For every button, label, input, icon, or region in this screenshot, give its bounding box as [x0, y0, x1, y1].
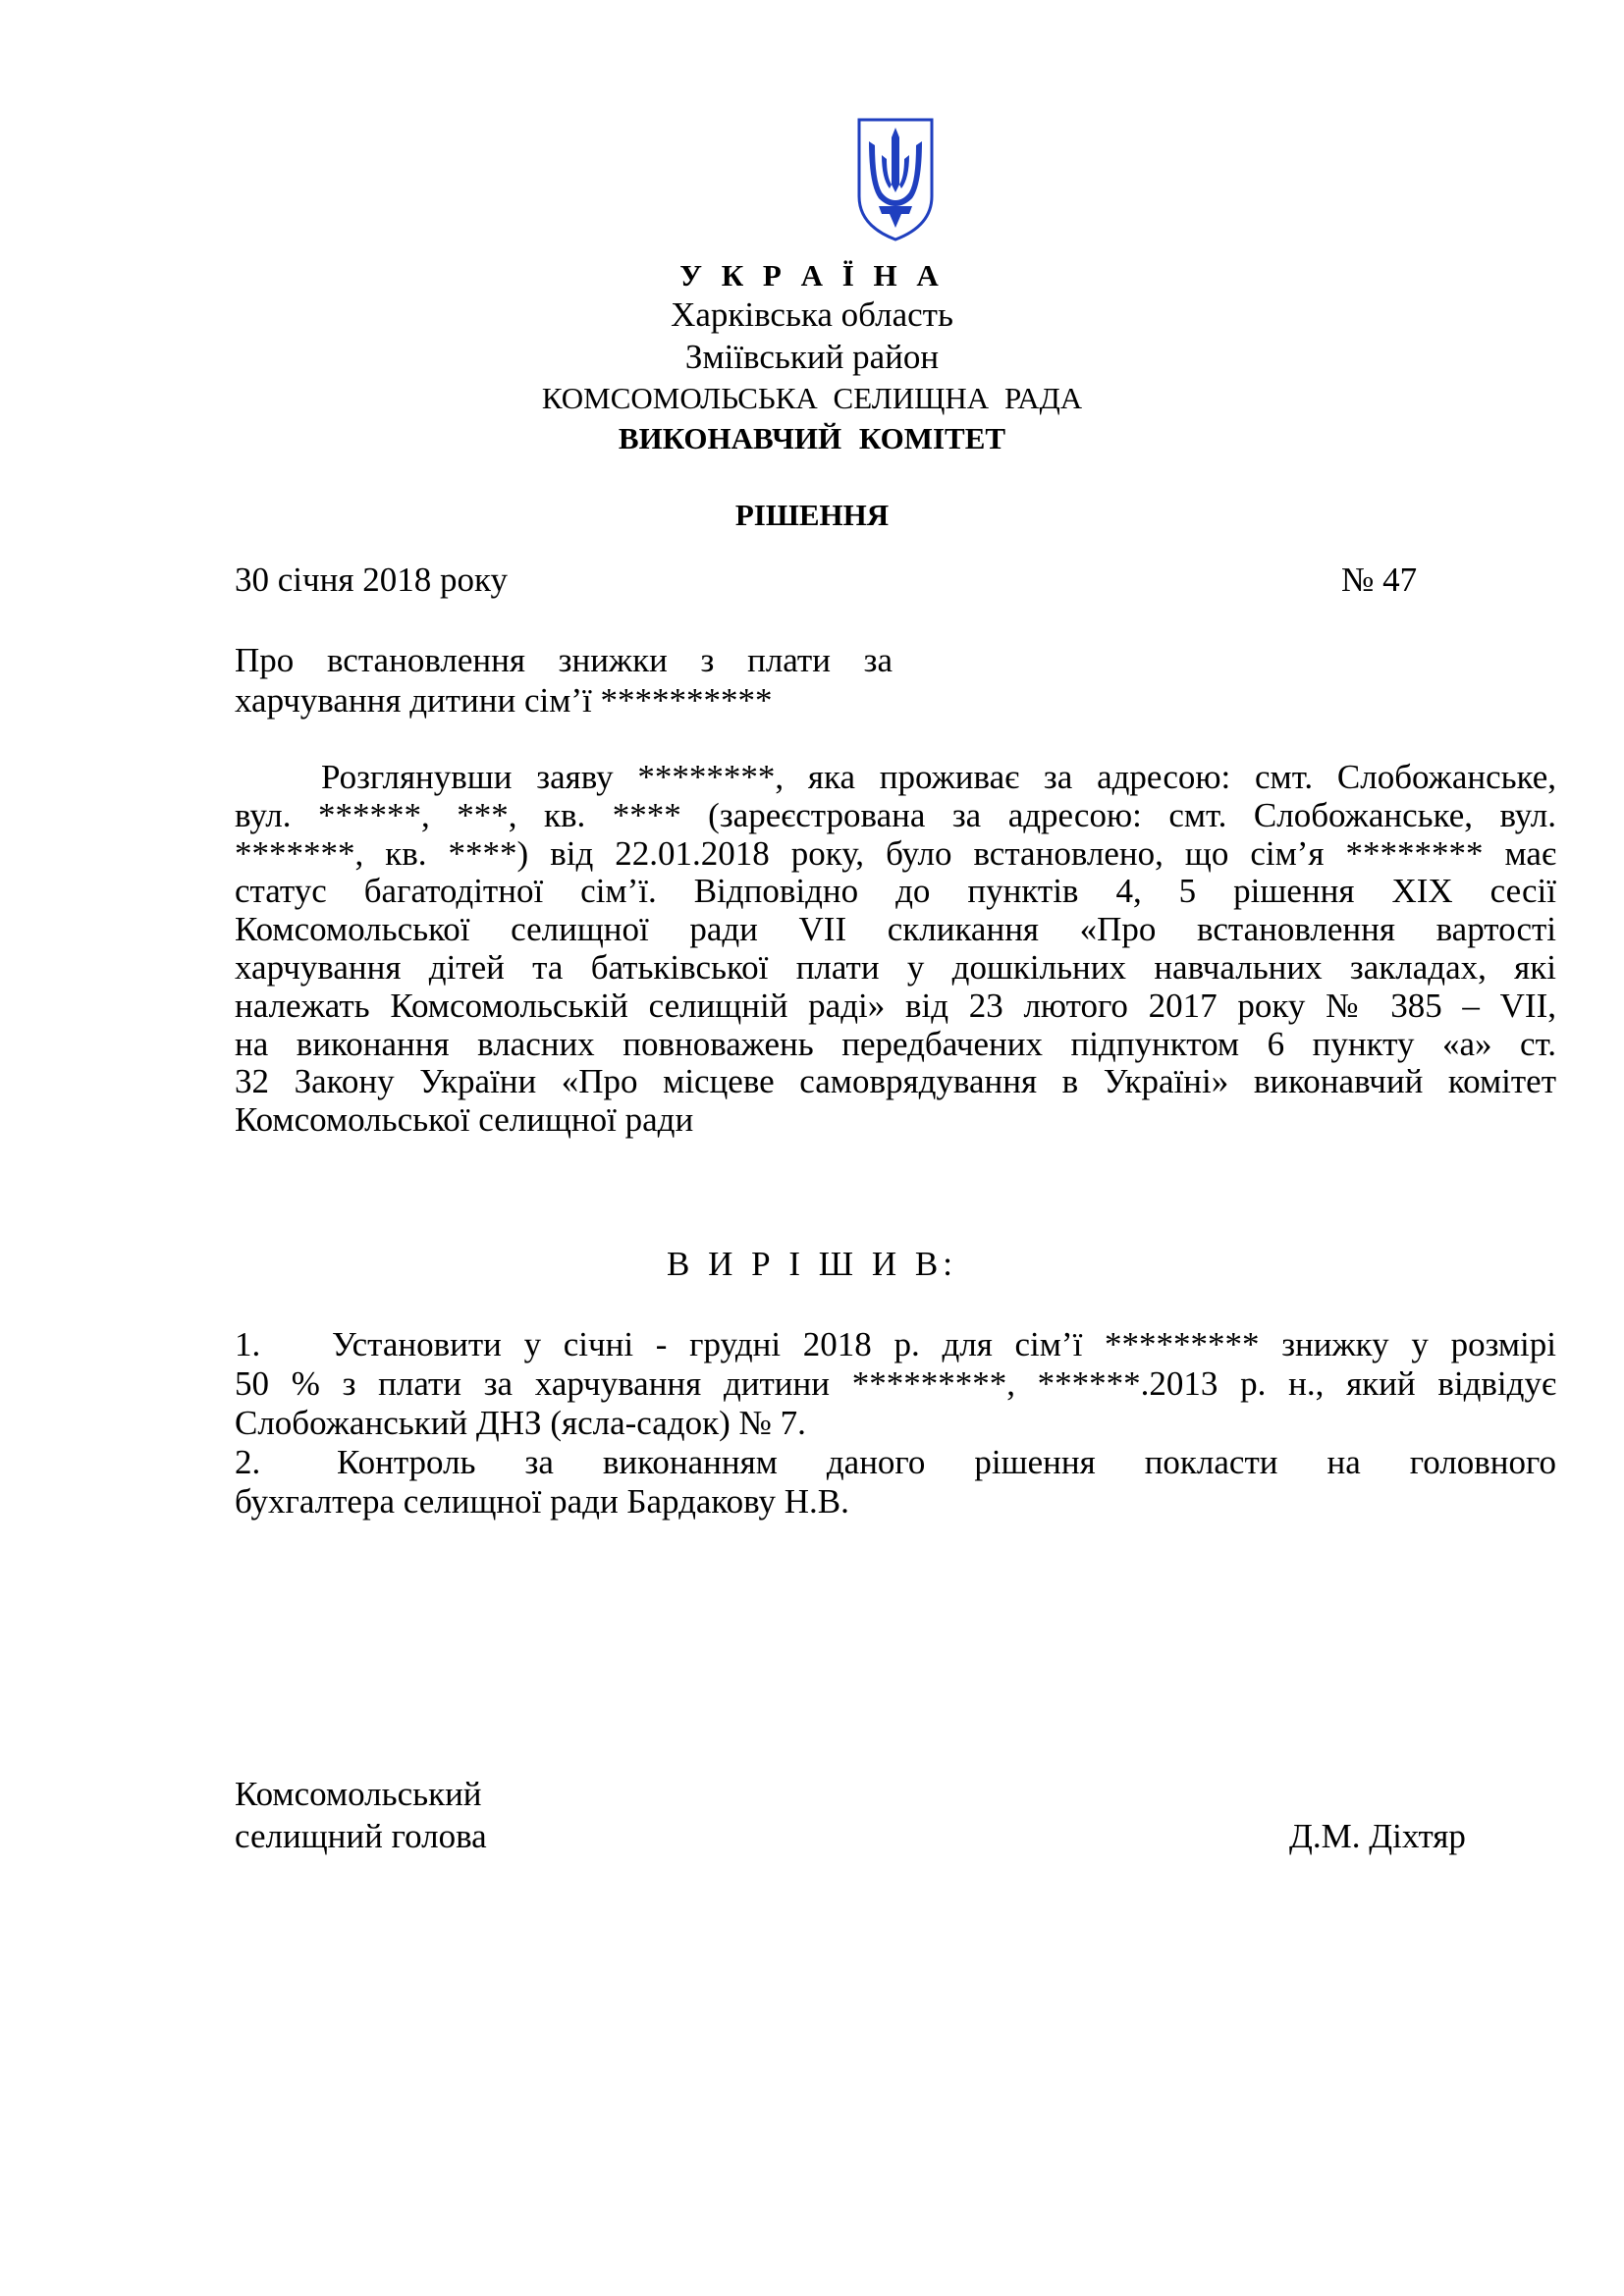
preamble-line: вул. ******, ***, кв. **** (зареєстрована за адресою: смт. Слобожанське, вул. [235, 795, 1556, 834]
preamble-line: Розглянувши заяву ********, яка проживає за адресою: смт. Слобожанське, [321, 758, 1556, 796]
decided-heading: В И Р І Ш И В: [667, 1245, 957, 1283]
preamble-line: статус багатодітної сім’ї. Відповідно до пунктів 4, 5 рішення XIX сесії [235, 872, 1556, 911]
item-1-text: Установити у січні - грудні 2018 р. для сім’ї ********* знижку у розмірі [332, 1325, 1556, 1363]
preamble-line: Комсомольської селищної ради [235, 1100, 694, 1140]
decision-items [235, 1325, 1556, 1522]
preamble-line: *******, кв. ****) від 22.01.2018 року, було встановлено, що сім’я ******** має [235, 833, 1556, 873]
decision-subject [235, 640, 893, 721]
preamble-line: належать Комсомольській селищній раді» від 23 лютого 2017 року № 385 – VII, [235, 986, 1556, 1025]
subject-line-2: харчування дитини сім’ї ********** [235, 681, 773, 720]
preamble-paragraph [235, 759, 1556, 1140]
country-heading: У К Р А Ї Н А [679, 258, 945, 293]
document-type-heading: РІШЕННЯ [734, 498, 890, 532]
decision-date: 30 січня 2018 року [235, 561, 508, 599]
item-1-number: 1. [235, 1325, 261, 1363]
preamble-line: на виконання власних повноважень передбачених підпунктом 6 пункту «а» ст. [235, 1024, 1556, 1063]
signatory-name: Д.М. Діхтяр [1289, 1817, 1466, 1855]
item-2-line-2: бухгалтера селищної ради Бардакову Н.В. [235, 1482, 849, 1521]
item-1-line-2: 50 % з плати за харчування дитини *********, ******.2013 р. н., який відвідує [235, 1364, 1556, 1403]
item-1-line-3: Слобожанський ДНЗ (ясла-садок) № 7. [235, 1404, 806, 1442]
council-heading: КОМСОМОЛЬСЬКА СЕЛИЩНА РАДА [541, 381, 1083, 415]
item-2-text: Контроль за виконанням даного рішення покласти на головного [337, 1443, 1556, 1481]
subject-line-1: Про встановлення знижки з плати за [235, 641, 893, 679]
item-2-number: 2. [235, 1443, 261, 1481]
signatory-title [235, 1773, 487, 1857]
preamble-line: Комсомольської селищної ради VII скликання «Про встановлення вартості [235, 910, 1556, 949]
coat-of-arms-icon [855, 116, 936, 243]
signatory-title-line-2: селищний голова [235, 1817, 487, 1855]
raion-heading: Зміївський район [684, 338, 940, 376]
preamble-line: харчування дітей та батьківської плати у дошкільних навчальних закладах, які [235, 947, 1556, 987]
committee-heading: ВИКОНАВЧИЙ КОМІТЕТ [618, 421, 1006, 455]
item-1-line-1 [235, 1325, 1556, 1364]
decision-number: № 47 [1341, 561, 1418, 599]
signatory-title-line-1: Комсомольський [235, 1775, 482, 1813]
oblast-heading: Харківська область [671, 295, 953, 334]
preamble-line: 32 Закону України «Про місцеве самоврядування в Україні» виконавчий комітет [235, 1062, 1556, 1101]
item-2-line-1 [235, 1443, 1556, 1482]
